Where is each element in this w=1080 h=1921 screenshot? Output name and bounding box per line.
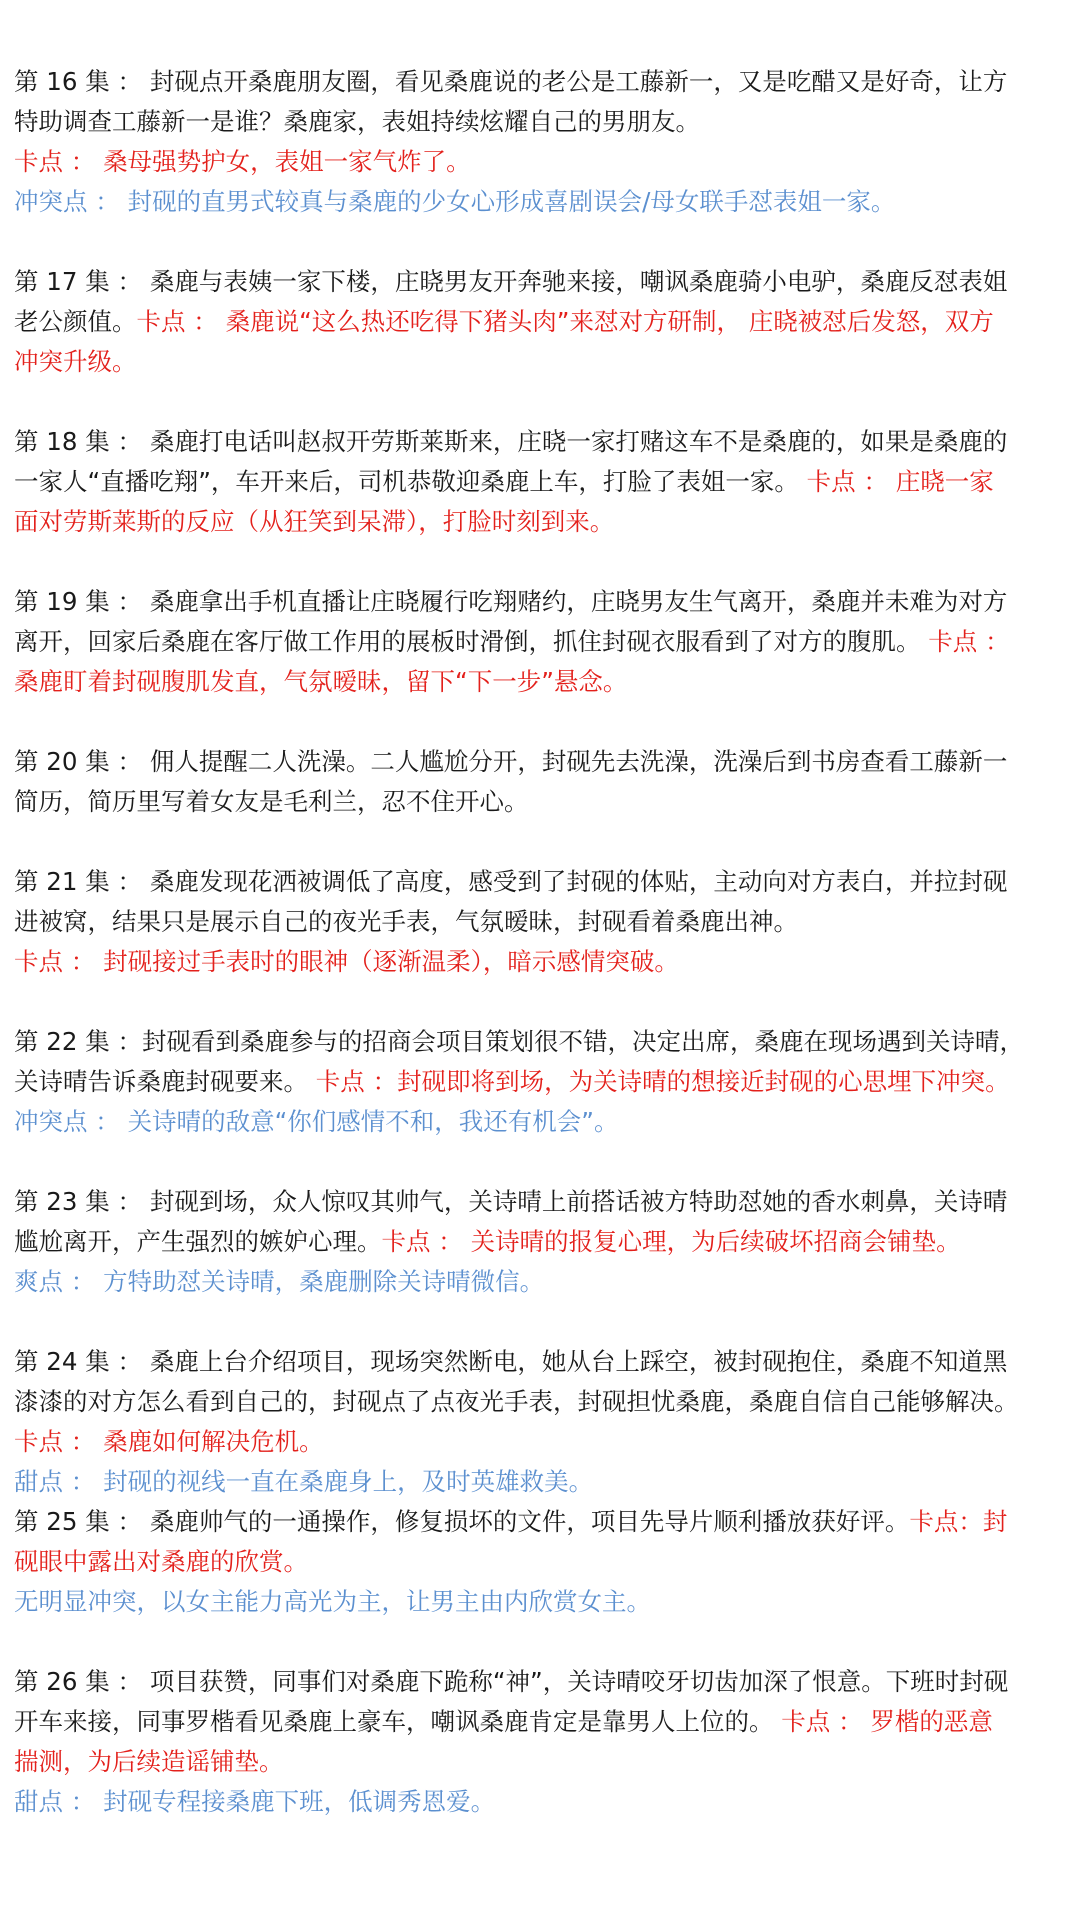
text-line: [14, 1542, 1066, 1582]
text-line: [14, 102, 1066, 142]
text-line: [14, 1182, 1066, 1222]
text-line: [14, 942, 1066, 982]
text-line: [14, 1102, 1066, 1142]
cliffhanger-text: 卡点 ： 桑鹿说“这么热还吃得下猪头肉”来怼对方研制， 庄晓被怼后发怒，双方: [136, 307, 994, 336]
highlight-point-text: 爽点 ： 方特助怼关诗晴，桑鹿删除关诗晴微信。: [14, 1267, 545, 1296]
plot-text: 第 25 集 ： 桑鹿帅气的一通操作，修复损坏的文件，项目先导片顺利播放获好评。: [14, 1507, 910, 1536]
cliffhanger-text: 卡点 ： 罗楷的恶意: [781, 1707, 993, 1736]
cliffhanger-text: 卡点 ： 封砚接过手表时的眼神（逐渐温柔），暗示感情突破。: [14, 947, 679, 976]
plot-text: 特助调查工藤新一是谁？桑鹿家，表姐持续炫耀自己的男朋友。: [14, 107, 700, 136]
text-line: [14, 782, 1066, 822]
plot-text: 第 24 集 ： 桑鹿上台介绍项目，现场突然断电，她从台上踩空，被封砚抱住，桑鹿不知道黑: [14, 1347, 1008, 1376]
episode-block: [14, 1182, 1066, 1302]
text-line: [14, 502, 1066, 542]
text-line: [14, 902, 1066, 942]
plot-text: 第 17 集 ： 桑鹿与表姨一家下楼，庄晓男友开奔驰来接，嘲讽桑鹿骑小电驴，桑鹿反怼表姐: [14, 267, 1008, 296]
highlight-point-text: 无明显冲突，以女主能力高光为主，让男主由内欣赏女主。: [14, 1587, 651, 1616]
text-line: [14, 1422, 1066, 1462]
highlight-point-text: 冲突点 ： 封砚的直男式较真与桑鹿的少女心形成喜剧误会/母女联手怼表姐一家。: [14, 187, 896, 216]
episode-block: [14, 62, 1066, 222]
episode-block: [14, 862, 1066, 982]
plot-text: 离开，回家后桑鹿在客厅做工作用的展板时滑倒，抓住封砚衣服看到了对方的腹肌。: [14, 627, 929, 656]
text-line: [14, 302, 1066, 342]
text-line: [14, 462, 1066, 502]
plot-text: 第 19 集 ： 桑鹿拿出手机直播让庄晓履行吃翔赌约，庄晓男友生气离开，桑鹿并未难为对方: [14, 587, 1008, 616]
text-line: [14, 422, 1066, 462]
plot-text: 关诗晴告诉桑鹿封砚要来。: [14, 1067, 316, 1096]
plot-text: 第 21 集 ： 桑鹿发现花洒被调低了高度，感受到了封砚的体贴，主动向对方表白，并拉封砚: [14, 867, 1008, 896]
text-line: [14, 1782, 1066, 1822]
highlight-point-text: 甜点 ： 封砚的视线一直在桑鹿身上，及时英雄救美。: [14, 1467, 594, 1496]
plot-text: 开车来接，同事罗楷看见桑鹿上豪车，嘲讽桑鹿肯定是靠男人上位的。: [14, 1707, 782, 1736]
cliffhanger-text: 卡点 ：: [928, 627, 1010, 656]
cliffhanger-text: 砚眼中露出对桑鹿的欣赏。: [14, 1547, 308, 1576]
episode-block: [14, 1502, 1066, 1622]
plot-text: 第 22 集 ：封砚看到桑鹿参与的招商会项目策划很不错，决定出席，桑鹿在现场遇到关诗晴，: [14, 1027, 1025, 1056]
episode-block: [14, 1022, 1066, 1142]
episode-block: [14, 1662, 1066, 1822]
plot-text: 第 23 集 ： 封砚到场，众人惊叹其帅气，关诗晴上前搭话被方特助怼她的香水刺鼻，关诗晴: [14, 1187, 1008, 1216]
episode-block: [14, 1342, 1066, 1502]
cliffhanger-text: 桑鹿盯着封砚腹肌发直，气氛暧昧，留下“下一步”悬念。: [14, 667, 628, 696]
text-line: [14, 1702, 1066, 1742]
cliffhanger-text: 冲突升级。: [14, 347, 137, 376]
text-line: [14, 1262, 1066, 1302]
text-line: [14, 62, 1066, 102]
text-line: [14, 1022, 1066, 1062]
text-line: [14, 1742, 1066, 1782]
cliffhanger-text: 面对劳斯莱斯的反应（从狂笑到呆滞），打脸时刻到来。: [14, 507, 615, 536]
episode-block: [14, 742, 1066, 822]
highlight-point-text: 冲突点 ： 关诗晴的敌意“你们感情不和，我还有机会”。: [14, 1107, 619, 1136]
cliffhanger-text: 揣测，为后续造谣铺垫。: [14, 1747, 284, 1776]
plot-text: 一家人“直播吃翔”，车开来后，司机恭敬迎桑鹿上车，打脸了表姐一家。: [14, 467, 807, 496]
episode-block: [14, 262, 1066, 382]
text-line: [14, 342, 1066, 382]
text-line: [14, 582, 1066, 622]
text-line: [14, 1582, 1066, 1622]
cliffhanger-text: 卡点 ： 关诗晴的报复心理，为后续破坏招商会铺垫。: [381, 1227, 961, 1256]
text-line: [14, 1342, 1066, 1382]
text-line: [14, 1502, 1066, 1542]
cliffhanger-text: 卡点 ： 桑鹿如何解决危机。: [14, 1427, 324, 1456]
plot-text: 漆漆的对方怎么看到自己的，封砚点了点夜光手表，封砚担忧桑鹿，桑鹿自信自己能够解决。: [14, 1387, 1019, 1416]
text-line: [14, 1222, 1066, 1262]
text-line: [14, 1062, 1066, 1102]
text-line: [14, 142, 1066, 182]
episode-summary-document: [14, 62, 1066, 1862]
text-line: [14, 622, 1066, 662]
text-line: [14, 1662, 1066, 1702]
cliffhanger-text: 卡点 ： 桑母强势护女，表姐一家气炸了。: [14, 147, 471, 176]
plot-text: 老公颜值。: [14, 307, 137, 336]
plot-text: 第 26 集 ： 项目获赞，同事们对桑鹿下跪称“神”，关诗晴咬牙切齿加深了恨意。下班时封砚: [14, 1667, 1009, 1696]
text-line: [14, 742, 1066, 782]
plot-text: 简历，简历里写着女友是毛利兰，忍不住开心。: [14, 787, 529, 816]
text-line: [14, 182, 1066, 222]
text-line: [14, 1462, 1066, 1502]
cliffhanger-text: 卡点：封: [909, 1507, 1008, 1536]
plot-text: 尴尬离开，产生强烈的嫉妒心理。: [14, 1227, 382, 1256]
plot-text: 第 16 集 ： 封砚点开桑鹿朋友圈，看见桑鹿说的老公是工藤新一，又是吃醋又是好奇，让方: [14, 67, 1008, 96]
plot-text: 第 20 集 ： 佣人提醒二人洗澡。二人尴尬分开，封砚先去洗澡，洗澡后到书房查看工藤新一: [14, 747, 1008, 776]
text-line: [14, 862, 1066, 902]
highlight-point-text: 甜点 ： 封砚专程接桑鹿下班，低调秀恩爱。: [14, 1787, 496, 1816]
episode-block: [14, 582, 1066, 702]
plot-text: 第 18 集 ： 桑鹿打电话叫赵叔开劳斯莱斯来，庄晓一家打赌这车不是桑鹿的，如果是桑鹿的: [14, 427, 1008, 456]
text-line: [14, 662, 1066, 702]
episode-block: [14, 422, 1066, 542]
text-line: [14, 1382, 1066, 1422]
cliffhanger-text: 卡点 ： 庄晓一家: [806, 467, 994, 496]
text-line: [14, 262, 1066, 302]
plot-text: 进被窝，结果只是展示自己的夜光手表，气氛暧昧，封砚看着桑鹿出神。: [14, 907, 798, 936]
cliffhanger-text: 卡点 ：封砚即将到场，为关诗晴的想接近封砚的心思埋下冲突。: [315, 1067, 1010, 1096]
